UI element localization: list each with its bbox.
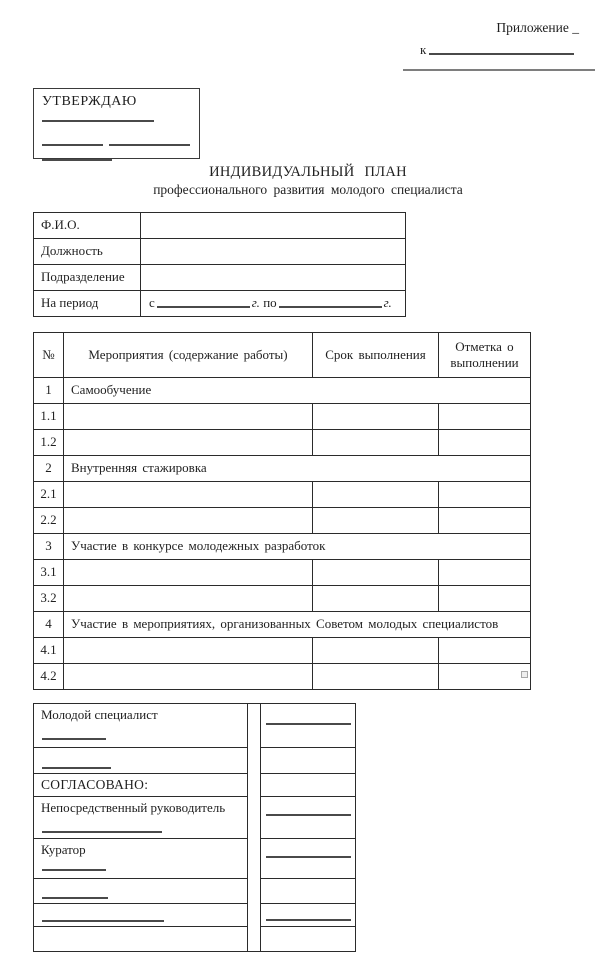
- sign-row-agreed: [34, 773, 356, 796]
- signature-cell: [261, 796, 356, 838]
- section-label: Внутренняя стажировка: [64, 455, 531, 481]
- deadline-cell: [313, 585, 439, 611]
- row-number: 4.2: [34, 663, 64, 689]
- row-number: 1.1: [34, 403, 64, 429]
- appendix-label: Приложение _: [496, 20, 579, 35]
- activity-cell: [64, 507, 313, 533]
- signature-cell: [261, 878, 356, 903]
- appendix-to-line: [403, 42, 595, 58]
- row-number: 3.2: [34, 585, 64, 611]
- blank-line: [42, 869, 106, 871]
- name-cell: [34, 903, 248, 926]
- department-label: Подразделение: [34, 264, 141, 290]
- specialist-cell: [34, 703, 248, 747]
- table-row-section: [34, 455, 531, 481]
- info-row-position: [34, 238, 406, 264]
- period-value-cell: [141, 290, 406, 316]
- activity-cell: [64, 663, 313, 689]
- supervisor-cell: [34, 796, 248, 838]
- deadline-cell: [313, 481, 439, 507]
- table-row-section: [34, 533, 531, 559]
- sign-row-supervisor: [34, 796, 356, 838]
- signature-cell: [261, 773, 356, 796]
- period-from-label: с: [149, 295, 155, 311]
- blank-line: [42, 897, 108, 899]
- row-number: 3: [34, 533, 64, 559]
- blank-line: [429, 53, 574, 55]
- signature-line: [266, 919, 351, 921]
- blank-line: [279, 306, 382, 308]
- col-header-deadline: Срок выполнения: [313, 332, 439, 377]
- fio-label: Ф.И.О.: [34, 212, 141, 238]
- activity-cell: [64, 637, 313, 663]
- position-value-cell: [141, 238, 406, 264]
- blank-line: [42, 120, 154, 122]
- agreed-label: СОГЛАСОВАНО:: [34, 773, 248, 796]
- table-row: [34, 585, 531, 611]
- blank-line: [109, 144, 190, 146]
- signature-table: [33, 703, 356, 952]
- table-row: [34, 663, 531, 689]
- blank-line: [42, 144, 103, 146]
- table-row: [34, 481, 531, 507]
- mark-cell: [439, 559, 531, 585]
- blank-line: [157, 306, 250, 308]
- activity-cell: [64, 403, 313, 429]
- signature-cell: [261, 838, 356, 878]
- blank-line: [42, 920, 164, 922]
- activity-cell: [64, 429, 313, 455]
- section-label: Участие в мероприятиях, организованных Советом молодых специалистов: [64, 611, 531, 637]
- period-label: На период: [34, 290, 141, 316]
- document-subtitle: профессионального развития молодого специалиста: [153, 182, 463, 198]
- position-label: Должность: [34, 238, 141, 264]
- row-number: 3.1: [34, 559, 64, 585]
- row-number: 1.2: [34, 429, 64, 455]
- row-number: 4.1: [34, 637, 64, 663]
- document-title: ИНДИВИДУАЛЬНЫЙ ПЛАН: [209, 164, 407, 180]
- row-number: 4: [34, 611, 64, 637]
- approval-box: [33, 88, 200, 159]
- info-row-department: [34, 264, 406, 290]
- object-anchor-mark: [521, 671, 528, 678]
- row-number: 2: [34, 455, 64, 481]
- approval-signature-row: [42, 133, 191, 149]
- sign-row-empty: [34, 926, 356, 951]
- signature-cell: [261, 747, 356, 773]
- table-row-section: [34, 611, 531, 637]
- signature-cell: [261, 703, 356, 747]
- table-row-section: [34, 377, 531, 403]
- table-row: [34, 429, 531, 455]
- row-number: 1: [34, 377, 64, 403]
- info-row-period: [34, 290, 406, 316]
- signature-cell: [261, 903, 356, 926]
- period-year-label: г.: [251, 295, 260, 311]
- period-to-label: по: [263, 295, 277, 311]
- specialist-label: Молодой специалист: [41, 706, 158, 722]
- plan-table: [33, 332, 531, 690]
- signature-line: [266, 814, 351, 816]
- appendix-block: [403, 20, 595, 71]
- signature-cell: [261, 926, 356, 951]
- col-header-mark: Отметка о выполнении: [439, 332, 531, 377]
- curator-cell: [34, 838, 248, 878]
- blank-line: [42, 738, 106, 740]
- sign-row-blank: [34, 747, 356, 773]
- sign-row-blank: [34, 878, 356, 903]
- mark-cell: [439, 481, 531, 507]
- blank-line: [403, 69, 595, 71]
- plan-header-row: [34, 332, 531, 377]
- appendix-to-label: к: [420, 42, 427, 58]
- name-cell: [34, 878, 248, 903]
- name-cell: [34, 926, 248, 951]
- mark-cell: [439, 429, 531, 455]
- mark-cell: [439, 663, 531, 689]
- activity-cell: [64, 481, 313, 507]
- section-label: Самообучение: [64, 377, 531, 403]
- sign-row-specialist: [34, 703, 356, 747]
- deadline-cell: [313, 559, 439, 585]
- name-cell: [34, 747, 248, 773]
- deadline-cell: [313, 507, 439, 533]
- table-row: [34, 507, 531, 533]
- table-row: [34, 637, 531, 663]
- deadline-cell: [313, 637, 439, 663]
- mark-cell: [439, 403, 531, 429]
- fio-value-cell: [141, 212, 406, 238]
- info-row-fio: [34, 212, 406, 238]
- signature-line: [266, 723, 351, 725]
- col-header-number: №: [34, 332, 64, 377]
- mark-cell: [439, 637, 531, 663]
- supervisor-label: Непосредственный руководитель: [41, 799, 226, 815]
- mark-cell: [439, 585, 531, 611]
- row-number: 2.2: [34, 507, 64, 533]
- blank-line: [42, 767, 111, 769]
- sign-table-spacer: [248, 703, 261, 951]
- period-year-label: г.: [383, 295, 392, 311]
- sign-row-blank: [34, 903, 356, 926]
- mark-cell: [439, 507, 531, 533]
- deadline-cell: [313, 403, 439, 429]
- row-number: 2.1: [34, 481, 64, 507]
- curator-label: Куратор: [41, 841, 86, 857]
- table-row: [34, 559, 531, 585]
- activity-cell: [64, 559, 313, 585]
- signature-line: [266, 856, 351, 858]
- personal-info-table: [33, 212, 406, 317]
- activity-cell: [64, 585, 313, 611]
- deadline-cell: [313, 429, 439, 455]
- section-label: Участие в конкурсе молодежных разработок: [64, 533, 531, 559]
- blank-line: [42, 159, 112, 161]
- deadline-cell: [313, 663, 439, 689]
- approval-stamp-label: УТВЕРЖДАЮ: [42, 94, 137, 109]
- table-row: [34, 403, 531, 429]
- sign-row-curator: [34, 838, 356, 878]
- blank-line: [42, 831, 162, 833]
- col-header-activity: Мероприятия (содержание работы): [64, 332, 313, 377]
- department-value-cell: [141, 264, 406, 290]
